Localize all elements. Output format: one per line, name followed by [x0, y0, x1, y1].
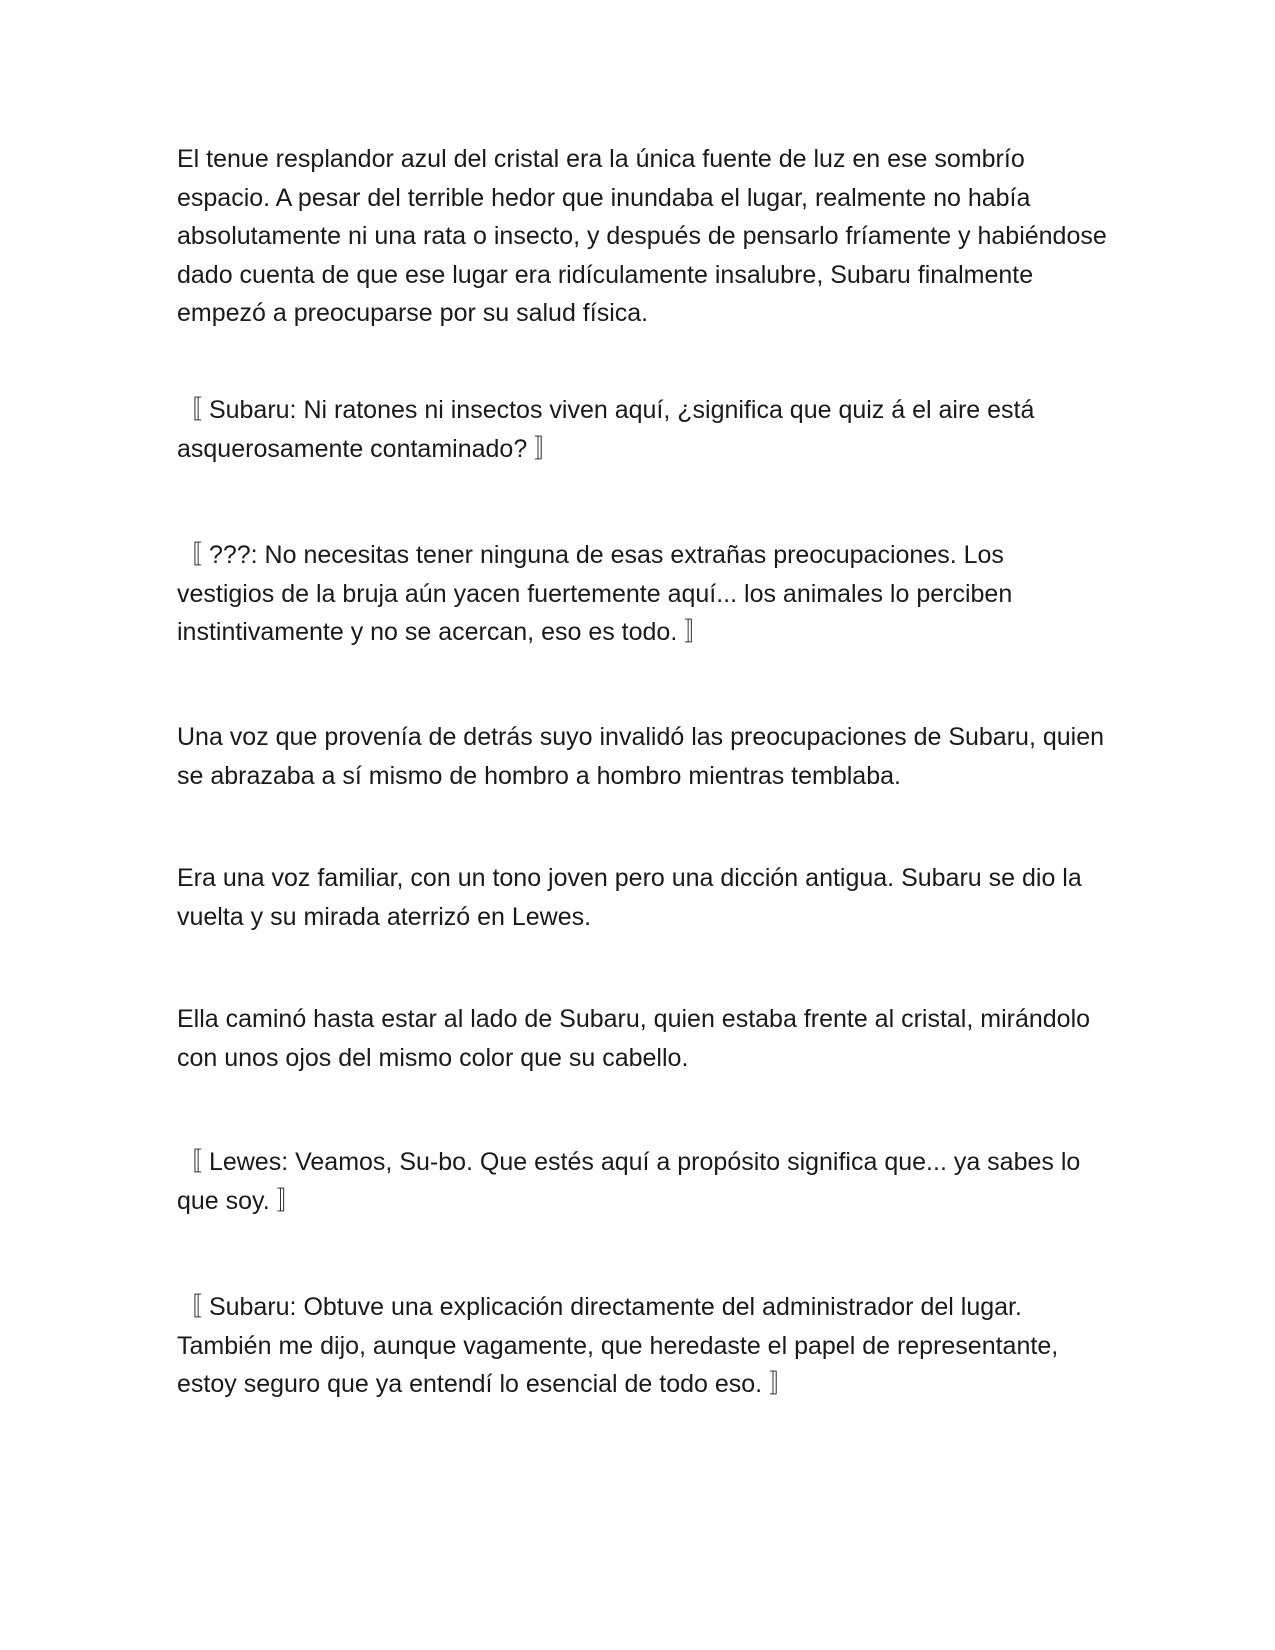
paragraph-familiar-voice: Era una voz familiar, con un tono joven pero una dicción antigua. Subaru se dio la vuelta y su mirada aterrizó en Lewes. — [177, 864, 1082, 931]
dialogue-lewes-subo: 〚 Lewes: Veamos, Su-bo. Que estés aquí a propósito significa que... ya sabes lo que soy. 〛 — [177, 1148, 1081, 1215]
dialogue-subaru-contamination: 〚 Subaru: Ni ratones ni insectos viven aquí, ¿significa que quiz á el aire está asquerosamente contaminado? 〛 — [177, 396, 1035, 463]
paragraph-voice-behind: Una voz que provenía de detrás suyo invalidó las preocupaciones de Subaru, quien se abrazaba a sí mismo de hombro a hombro mientras temblaba. — [177, 723, 1105, 790]
dialogue-unknown-witch-vestiges: 〚 ???: No necesitas tener ninguna de esas extrañas preocupaciones. Los vestigios de la bruja aún yacen fuertemente aquí... los animales lo perciben instintivamente y no se acercan, eso es todo. 〛 — [177, 541, 1013, 646]
paragraph-crystal-light: El tenue resplandor azul del cristal era la única fuente de luz en ese sombrío espacio. A pesar del terrible hedor que inundaba el lugar, realmente no había absolutamente ni una rata o insecto, y después de pensarlo fríamente y habiéndose dado cuenta de que ese lugar era ridículamente insalubre, Subaru finalmente empezó a preocuparse por su salud física. — [177, 145, 1107, 327]
paragraph-lewes-walks: Ella caminó hasta estar al lado de Subaru, quien estaba frente al cristal, mirándolo con unos ojos del mismo color que su cabello. — [177, 1005, 1091, 1072]
dialogue-subaru-explanation: 〚 Subaru: Obtuve una explicación directamente del administrador del lugar. También me dijo, aunque vagamente, que heredaste el papel de representante, estoy seguro que ya entendí lo esencial de todo eso. 〛 — [177, 1293, 1059, 1398]
